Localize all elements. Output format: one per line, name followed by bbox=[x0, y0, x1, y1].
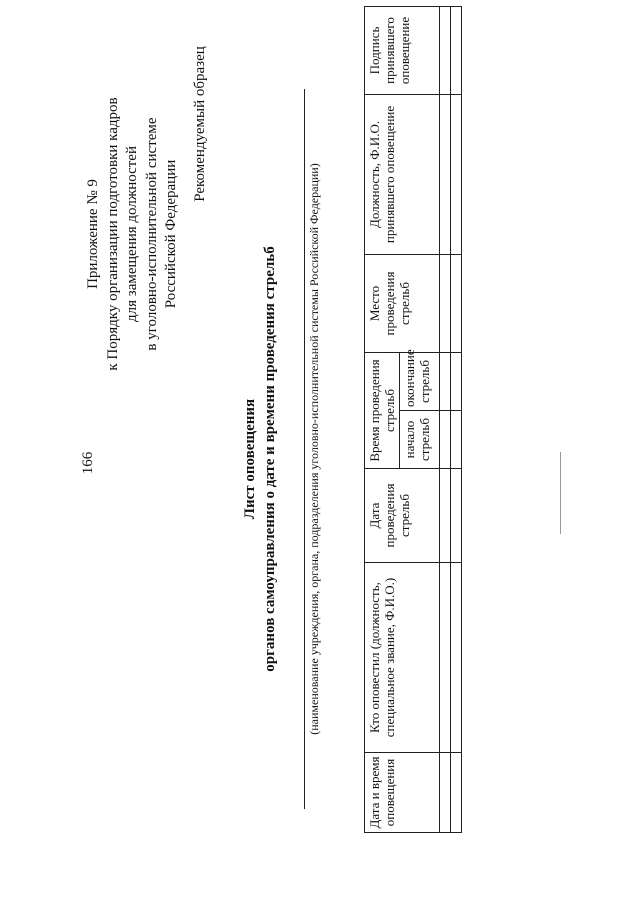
title-line-1: Лист оповещения bbox=[242, 398, 258, 520]
header-time-end: окончание стрельб bbox=[400, 352, 440, 410]
table-cell bbox=[440, 6, 451, 94]
table-cell bbox=[440, 469, 451, 563]
table-cell bbox=[451, 94, 462, 254]
header-who-notified: Кто оповестил (должность, специальное звание, Ф.И.О.) bbox=[365, 563, 440, 753]
appendix-header bbox=[84, 69, 182, 399]
table-cell bbox=[440, 563, 451, 753]
table-cell bbox=[440, 254, 451, 352]
header-shooting-time: Время проведения стрельб bbox=[365, 352, 400, 468]
document-title bbox=[240, 149, 280, 769]
notification-table bbox=[364, 6, 462, 833]
table-cell bbox=[440, 411, 451, 469]
sample-label: Рекомендуемый образец bbox=[192, 46, 208, 202]
header-receiver-name: Должность, Ф.И.О. принявшего оповещение bbox=[365, 94, 440, 254]
appendix-line: для замещения должностей bbox=[124, 146, 140, 322]
table-cell bbox=[440, 753, 451, 833]
table-cell bbox=[440, 352, 451, 410]
appendix-line: Российской Федерации bbox=[163, 159, 179, 309]
appendix-line: Приложение № 9 bbox=[85, 179, 101, 289]
table-cell bbox=[451, 411, 462, 469]
table-cell bbox=[451, 6, 462, 94]
header-notification-datetime: Дата и время оповещения bbox=[365, 753, 440, 833]
table-cell bbox=[440, 94, 451, 254]
appendix-line: в уголовно-исполнительной системе bbox=[143, 117, 160, 351]
appendix-line: к Порядку организации подготовки кадров bbox=[104, 97, 121, 371]
header-receiver-signature: Подпись принявшего оповещение bbox=[365, 6, 440, 94]
table-cell bbox=[451, 469, 462, 563]
table-row bbox=[440, 6, 451, 832]
table-cell bbox=[451, 753, 462, 833]
institution-caption: (наименование учреждения, органа, подразделения уголовно-исполнительной системы Российской Федерации) bbox=[307, 163, 321, 735]
table-header-row bbox=[365, 6, 400, 832]
title-line-2: органов самоуправления о дате и времени проведения стрельб bbox=[262, 246, 278, 672]
page-number: 166 bbox=[80, 451, 96, 475]
table-row bbox=[451, 6, 462, 832]
header-shooting-place: Место проведения стрельб bbox=[365, 254, 440, 352]
institution-fill-line bbox=[304, 89, 305, 809]
header-shooting-date: Дата проведения стрельб bbox=[365, 469, 440, 563]
table-cell bbox=[451, 563, 462, 753]
table-cell bbox=[451, 352, 462, 410]
faint-rule bbox=[560, 452, 561, 534]
table-cell bbox=[451, 254, 462, 352]
header-time-start: начало стрельб bbox=[400, 411, 440, 469]
